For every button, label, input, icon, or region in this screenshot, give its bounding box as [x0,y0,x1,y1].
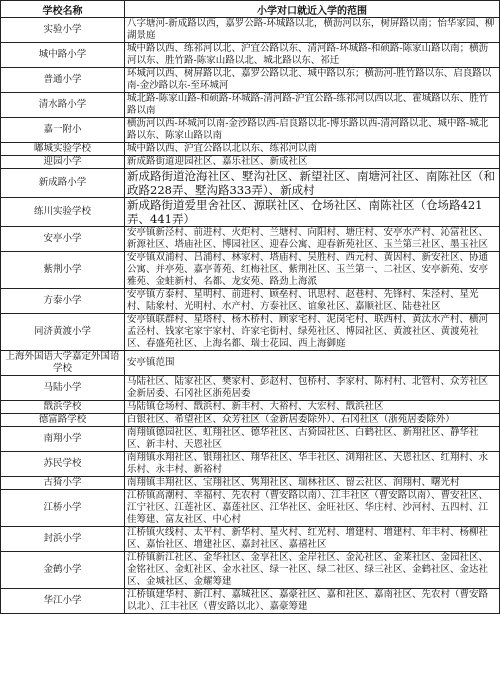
school-name-cell: 嘉一附小 [1,118,125,143]
table-row [1,589,500,614]
school-name-cell: 上海外国语大学嘉定外国语学校 [1,351,125,376]
table-row [1,156,500,169]
school-name-cell: 华江小学 [1,589,125,614]
school-name-cell: 城中路小学 [1,43,125,68]
school-name-cell: 普通小学 [1,68,125,93]
school-name-cell: 德富路学校 [1,414,125,427]
admission-range-cell: 江桥镇火线村、太平村、新华村、星火村、红光村、增建村、增建村、年丰村、杨柳社区、嘉怡社区、增建社区、嘉封社区、嘉禧社区 [125,527,500,552]
table-row [1,198,500,227]
admission-range-cell: 白银社区、希望社区、众芳社区（金新居委除外）、石冈社区（浙苑居委除外） [125,414,500,427]
table-row [1,252,500,289]
admission-range-cell: 环城河以西、树屏路以北、嘉罗公路以北、城中路以东；横沥河-胜竹路以东、启良路以南-金沙路以东-至环城河 [125,68,500,93]
header-school: 学校名称 [1,1,125,18]
table-row [1,490,500,527]
admission-range-cell: 新成路街道迎园社区、嘉乐社区、新成社区 [125,156,500,169]
school-name-cell: 戬浜学校 [1,401,125,414]
school-name-cell: 古猗小学 [1,477,125,490]
school-name-cell: 新成路小学 [1,169,125,198]
table-row [1,427,500,452]
table-row [1,401,500,414]
school-name-cell: 嘟城实验学校 [1,143,125,156]
table-row [1,93,500,118]
admission-range-cell: 新成路街道爱里舍社区、源联社区、仓场社区、南陈社区（仓场路421弄、441弄） [125,198,500,227]
admission-range-cell: 城中路以西、练祁河以北、沪宜公路以东、清河路-环城路-和硕路-陈家山路以南；横沥河以东、胜竹路-陈家山路以北、城北路以东、祁迁 [125,43,500,68]
school-name-cell: 江桥小学 [1,490,125,527]
table-row [1,68,500,93]
table-row [1,376,500,401]
table-row [1,289,500,314]
admission-range-cell: 城中路以西、沪宜公路以北以东、练祁河以南 [125,143,500,156]
table-row [1,169,500,198]
school-name-cell: 清水路小学 [1,93,125,118]
table-row [1,227,500,252]
admission-range-cell: 安亭镇方泰村、星明村、前进村、顾垒村、讯思村、赵巷村、先锋村、朱泾村、星光村、陆象村、光明村、水产村、方泰社区、谊象社区、嘉顺社区、陆巷社区 [125,289,500,314]
admission-range-cell: 江桥镇新江社区、金华社区、金享社区、金岸社区、金沁社区、金莱社区、金园社区、金铭社区、金虹社区、金水社区、绿一社区、绿二社区、绿三社区、金鹤社区、金达社区、金城社区、金耀筹建 [125,552,500,589]
school-name-cell: 紫荆小学 [1,252,125,289]
school-name-cell: 同济黄渡小学 [1,314,125,351]
table-row [1,143,500,156]
school-name-cell: 练川实验学校 [1,198,125,227]
school-name-cell: 封浜小学 [1,527,125,552]
admission-range-cell: 马陆社区、陆家社区、樊家村、彭赵村、包桥村、李家村、陈村村、北管村、众芳社区金新居委、石冈社区浙苑居委 [125,376,500,401]
table-row [1,477,500,490]
admission-range-cell: 安亭镇联群村、星塔村、杨木桥村、顾家宅村、泥岗宅村、联西村、黄汰水产村、横河孟泾村、钱家宅家宇家村、许家宅街村、绿苑社区、博园社区、黄渡社区、黄渡苑社区、春盛苑社区、上海名都、瑞士花园、西上海御庭 [125,314,500,351]
table-row [1,552,500,589]
table-header-row [1,1,500,18]
table-row [1,414,500,427]
admission-range-cell: 南翔镇德园社区、虹翔社区、德华社区、古猗园社区、白鹤社区、新翔社区、静华社区、新丰村、天恩社区 [125,427,500,452]
admission-range-cell: 江桥镇建华村、新江村、嘉城社区、嘉豪社区、嘉和社区、嘉南社区、先农村（曹安路以北）、江丰社区（曹安路以北）、嘉豪筹建 [125,589,500,614]
table-row [1,351,500,376]
table-row [1,314,500,351]
header-range: 小学对口就近入学的范围 [125,1,500,18]
table-row [1,43,500,68]
school-name-cell: 金鹤小学 [1,552,125,589]
admission-range-cell: 城北路-陈家山路-和硕路-环城路-清河路-沪宜公路-练祁河以西以北、霍城路以东、胜竹路以南 [125,93,500,118]
admission-range-cell: 新成路街道沧海社区、墅沟社区、新望社区、南塘河社区、南陈社区（和政路228弄、墅沟路333弄）、新成村 [125,169,500,198]
school-name-cell: 安亭小学 [1,227,125,252]
school-name-cell: 方泰小学 [1,289,125,314]
school-name-cell: 迎园小学 [1,156,125,169]
table-row [1,18,500,43]
admission-range-cell: 马陆镇仓场村、戬浜村、新丰村、大裕村、大宏村、戬浜社区 [125,401,500,414]
school-name-cell: 马陆小学 [1,376,125,401]
table-row [1,527,500,552]
admission-range-cell: 安亭镇新泾村、前进村、火炬村、兰塘村、向阳村、塘庄村、安亭水产村、沁富社区、新源社区、塔庙社区、博园社区、迎春公寓、迎春新苑社区、玉兰第三社区、墨玉社区 [125,227,500,252]
school-name-cell: 实验小学 [1,18,125,43]
admission-range-cell: 南翔镇永翔社区、银翔社区、翔华社区、华丰社区、浏翔社区、天恩社区、红翔村、永乐村、永丰村、新裕村 [125,452,500,477]
table-row [1,452,500,477]
admission-range-cell: 江桥镇高潮村、幸福村、先农村（曹安路以南）、江丰社区（曹安路以南）、曹安社区、江宁社区、江莲社区、嘉莲社区、江华社区、金旺社区、华庄村、沙河村、五四村、江佳筹建、富友社区、中心村 [125,490,500,527]
table-row [1,118,500,143]
school-name-cell: 南翔小学 [1,427,125,452]
table-body [1,18,500,614]
admission-range-cell: 安亭镇双浦村、吕浦村、林家村、塔庙村、吴胜村、西元村、黄因村、新安社区、协通公寓、并亭苑、嘉亭菁苑、红梅社区、紫荆社区、玉兰第一、二社区、安亭新苑、安亭雅苑、金蛙新村、名都、龙安苑、路劲上海派 [125,252,500,289]
admission-range-cell: 南翔镇丰翔社区、宝翔社区、隽翔社区、瑞林社区、留云社区、润翔村、曙光村 [125,477,500,490]
admission-range-cell: 八字塘河-新成路以西，嘉罗公路-环城路以北，横沥河以东，树屏路以南；怡华家园、柳湖景庭 [125,18,500,43]
school-name-cell: 苏民学校 [1,452,125,477]
admission-range-cell: 横沥河以西-环城河以南-金沙路以西-启良路以北-博乐路以西-清河路以北、城中路-城北路以东、陈家山路以南 [125,118,500,143]
admission-range-cell: 安亭镇范围 [125,351,500,376]
